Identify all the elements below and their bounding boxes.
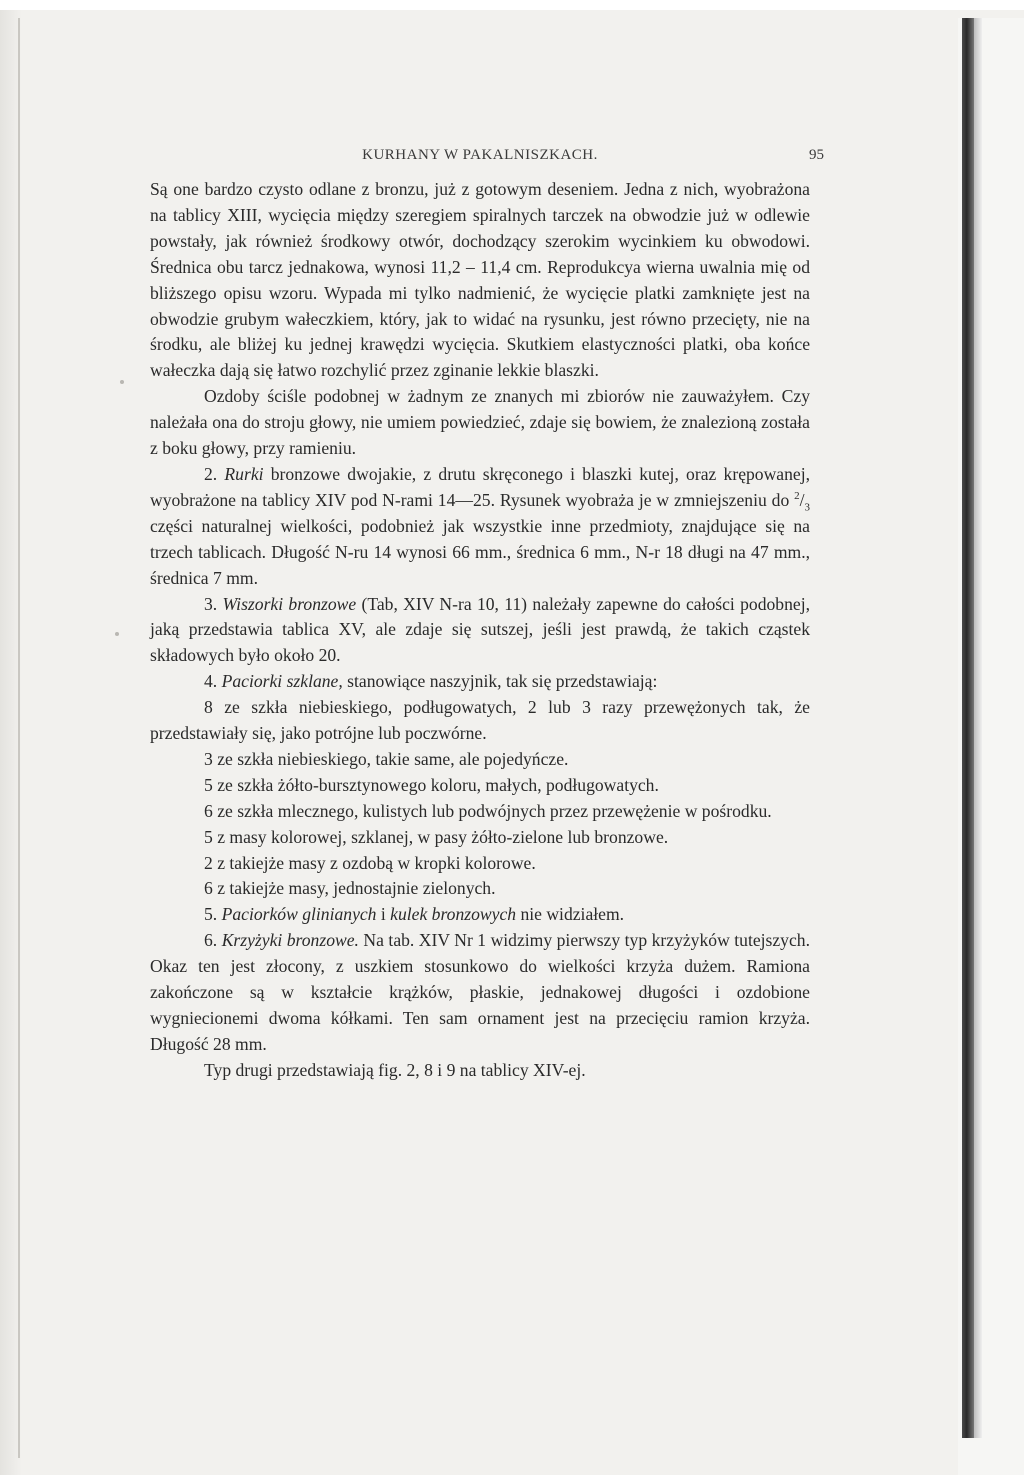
running-head xyxy=(150,143,824,171)
text-segment: 6. xyxy=(204,930,222,951)
paragraph-p12 xyxy=(150,876,810,902)
text-segment: 8 ze szkła niebieskiego, podługowatych, 2 lub 3 razy przewężonych tak, że przedstawiały się, jako potrójne lub poczwórne. xyxy=(150,697,810,744)
paragraph-p7 xyxy=(150,747,810,773)
right-page-edge-shadow xyxy=(962,18,974,1438)
text-segment: Typ drugi przedstawiają fig. 2, 8 i 9 na tablicy XIV-ej. xyxy=(204,1059,586,1080)
text-segment: Rurki xyxy=(224,463,264,484)
text-segment: Na tab. XIV Nr 1 widzimy pierwszy typ krzyżyków tutejszych. Okaz ten jest złocony, z uszkiem stosunkowo do wielkości krzyża dużem. Ramiona zakończone są w kształcie krążków, płaskie, jednakowej długości i ozdobione wygniecionemi dwoma kółkami. Ten sam ornament jest na przecięciu ramion krzyża. Długość 28 mm. xyxy=(150,930,810,1054)
text-segment: 3 xyxy=(804,501,810,514)
paragraph-p4 xyxy=(150,592,810,670)
top-margin-strip xyxy=(0,0,1024,10)
text-segment: 3. xyxy=(204,593,223,614)
text-segment: Krzyżyki bronzowe. xyxy=(221,930,359,951)
paragraph-p1 xyxy=(150,177,810,384)
text-segment: Paciorków glinianych xyxy=(221,904,377,925)
scan-speck xyxy=(115,632,119,636)
text-segment: 5 z masy kolorowej, szklanej, w pasy żółto-zielone lub bronzowe. xyxy=(204,826,669,847)
running-head-title: KURHANY W PAKALNISZKACH. xyxy=(362,147,598,163)
text-segment: 6 ze szkła mlecznego, kulistych lub podwójnych przez przewężenie w pośrodku. xyxy=(204,800,772,821)
paragraph-p11 xyxy=(150,851,810,877)
text-segment: bronzowe dwojakie, z drutu skręconego i blaszki kutej, oraz krępowanej, wyobrażone na tablicy XIV pod N-rami 14—25. Rysunek wyobraża je w zmniejszeniu do xyxy=(150,463,811,510)
text-segment: części naturalnej wielkości, podobnież jak wszystkie inne przedmioty, znajdujące się na trzech tablicach. Długość N-ru 14 wynosi 66 mm., średnica 6 mm., N-r 18 długi na 47 mm., średnica 7 mm. xyxy=(150,515,810,588)
paragraph-p9 xyxy=(150,799,810,825)
paragraph-p3 xyxy=(150,462,810,592)
text-segment: 2 z takiejże masy z ozdobą w kropki kolorowe. xyxy=(204,852,536,873)
text-segment: 6 z takiejże masy, jednostajnie zielonych. xyxy=(204,878,496,899)
left-binding-line xyxy=(18,18,20,1458)
paragraph-p13 xyxy=(150,902,810,928)
text-segment: kulek bronzowych xyxy=(390,904,517,925)
scan-speck xyxy=(120,380,124,384)
paragraph-p5 xyxy=(150,669,810,695)
text-segment: 4. xyxy=(204,671,222,692)
text-segment: 2. xyxy=(204,463,225,484)
paragraph-p6 xyxy=(150,695,810,747)
text-segment: nie widziałem. xyxy=(516,904,625,925)
paragraph-p14 xyxy=(150,928,810,1058)
text-segment: (Tab, XIV N-ra 10, 11) należały zapewne do całości podobnej, jaką przedstawia tablica XV, ale zdaje się sutszej, jeśli jest prawdą, że takich cząstek składowych było około 20. xyxy=(150,593,810,666)
text-block xyxy=(150,143,824,1084)
right-page-edge-highlight xyxy=(974,18,982,1438)
text-segment: 5 ze szkła żółto-bursztynowego koloru, małych, podługowatych. xyxy=(204,774,659,795)
text-segment: Są one bardzo czysto odlane z bronzu, już z gotowym deseniem. Jedna z nich, wyobrażona na tablicy XIII, wycięcia między szeregiem spiralnych tarczek na obwodzie już w odlewie powstały, jak również środkowy otwór, dochodzący szerokim wycinkiem ku obwodowi. Średnica obu tarcz jednakowa, wynosi 11,2 – 11,4 cm. Reprodukcya wierna uwalnia mię od bliższego opisu wzoru. Wypada mi tylko nadmienić, że wycięcie platki zamknięte jest na obwodzie grubym wałeczkiem, który, jak to widać na rysunku, jest równo przecięty, nie na środku, ale bliżej ku jednej krawędzi wycięcia. Skutkiem elastyczności platki, oba końce wałeczka dają się łatwo rozchylić przez zginanie lekkie blaszki. xyxy=(150,179,810,381)
text-segment: Paciorki szklane, xyxy=(221,671,343,692)
paragraph-p2 xyxy=(150,384,810,462)
paragraph-p10 xyxy=(150,825,810,851)
text-segment: 3 ze szkła niebieskiego, takie same, ale pojedyńcze. xyxy=(204,748,569,769)
text-segment: / xyxy=(799,489,805,510)
paragraph-p8 xyxy=(150,773,810,799)
page-number: 95 xyxy=(809,147,824,163)
text-segment: stanowiące naszyjnik, tak się przedstawiają: xyxy=(342,671,658,692)
body-text xyxy=(150,177,810,1084)
text-segment: i xyxy=(376,904,391,925)
text-segment: Wiszorki bronzowe xyxy=(222,593,357,614)
text-segment: Ozdoby ściśle podobnej w żadnym ze znanych mi zbiorów nie zauważyłem. Czy należała ona do stroju głowy, nie umiem powiedzieć, zdaje się bowiem, że znalezioną została z boku głowy, przy ramieniu. xyxy=(150,386,810,459)
text-segment: 2 xyxy=(794,490,800,503)
text-segment: 5. xyxy=(204,904,222,925)
paragraph-p15 xyxy=(150,1058,810,1084)
